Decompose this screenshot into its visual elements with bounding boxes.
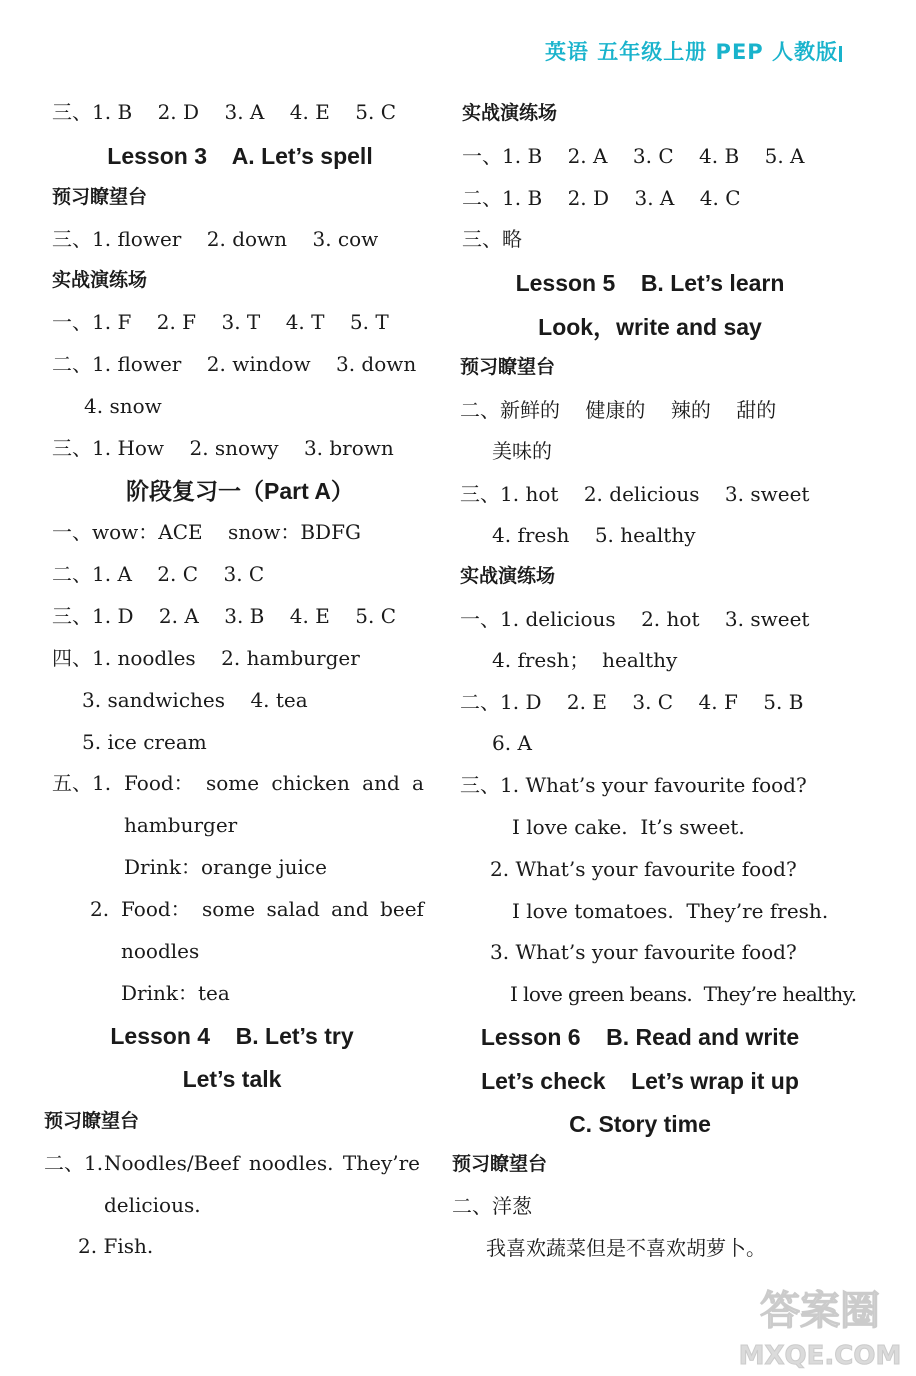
answer-line: 6. A bbox=[492, 731, 532, 755]
word: and bbox=[362, 771, 400, 795]
lesson-title: Lesson 3 A. Let’s spell bbox=[107, 143, 373, 169]
section-heading: 预习瞭望台 bbox=[460, 356, 556, 378]
header-accent-bar bbox=[839, 46, 842, 62]
answer-line: 4. fresh 5. healthy bbox=[492, 523, 696, 547]
answer-line: 二、1. flower 2. window 3. down bbox=[52, 352, 417, 376]
answer-line: 美味的 bbox=[492, 439, 552, 463]
answer-line: 三、略 bbox=[462, 227, 522, 251]
answer-line: 一、1. F 2. F 3. T 4. T 5. T bbox=[52, 310, 389, 334]
answer-line: 三、1. How 2. snowy 3. brown bbox=[52, 436, 394, 460]
answer-line: 一、1. B 2. A 3. C 4. B 5. A bbox=[462, 144, 805, 168]
answer-line: 3. sandwiches 4. tea bbox=[82, 688, 308, 712]
answer-line: 三、1. D 2. A 3. B 4. E 5. C bbox=[52, 604, 396, 628]
answer-line: Drink：orange juice bbox=[124, 855, 327, 879]
word: salad bbox=[266, 897, 320, 921]
word: and bbox=[331, 897, 369, 921]
answer-line: 2. Fish. bbox=[78, 1234, 154, 1258]
word: beef bbox=[380, 897, 424, 921]
section-heading: 预习瞭望台 bbox=[44, 1110, 140, 1132]
page-header: 英语 五年级上册 PEP 人教版 bbox=[544, 40, 838, 64]
lesson-subtitle: Let’s check Let’s wrap it up bbox=[481, 1068, 799, 1094]
answer-line: Drink：tea bbox=[121, 981, 230, 1005]
watermark-text-top: 答案圈 bbox=[760, 1288, 880, 1334]
answer-line: I love tomatoes. They’re fresh. bbox=[512, 899, 829, 923]
answer-line-label: 五、1. bbox=[52, 771, 112, 795]
word: a bbox=[412, 771, 424, 795]
word: Noodles/Beef bbox=[104, 1151, 240, 1175]
watermark-logo bbox=[730, 1280, 910, 1372]
answer-line: delicious. bbox=[104, 1193, 201, 1217]
section-heading: 实战演练场 bbox=[52, 269, 148, 291]
answer-line: 二、1. A 2. C 3. C bbox=[52, 562, 265, 586]
word: Food： bbox=[124, 771, 194, 795]
lesson-title: Lesson 4 B. Let’s try bbox=[110, 1023, 354, 1049]
section-heading: 预习瞭望台 bbox=[452, 1153, 548, 1175]
answer-line: 四、1. noodles 2. hamburger bbox=[52, 646, 360, 670]
answer-line-justified bbox=[104, 1153, 420, 1173]
answer-line: 三、1. What’s your favourite food? bbox=[460, 773, 807, 797]
answer-line: I love green beans. They’re healthy. bbox=[510, 982, 857, 1006]
answer-line: 二、1. D 2. E 3. C 4. F 5. B bbox=[460, 690, 804, 714]
word: some bbox=[202, 897, 256, 921]
answer-line: 2. What’s your favourite food? bbox=[490, 857, 797, 881]
section-heading: 实战演练场 bbox=[460, 565, 556, 587]
answer-line: I love cake. It’s sweet. bbox=[512, 815, 745, 839]
answer-line: 三、1. B 2. D 3. A 4. E 5. C bbox=[52, 100, 396, 124]
lesson-subtitle: C. Story time bbox=[569, 1111, 711, 1137]
word: noodles. bbox=[248, 1151, 334, 1175]
answer-line: hamburger bbox=[124, 813, 238, 837]
word: They’re bbox=[342, 1151, 420, 1175]
answer-line: 三、1. hot 2. delicious 3. sweet bbox=[460, 482, 810, 506]
answer-line: 二、1. B 2. D 3. A 4. C bbox=[462, 186, 741, 210]
lesson-subtitle: Let’s talk bbox=[182, 1066, 282, 1092]
word: Food： bbox=[121, 897, 191, 921]
answer-line: 三、1. flower 2. down 3. cow bbox=[52, 227, 379, 251]
answer-line: 4. fresh； healthy bbox=[492, 648, 678, 672]
lesson-title: Lesson 5 B. Let’s learn bbox=[515, 270, 785, 296]
answer-line: 5. ice cream bbox=[82, 730, 207, 754]
watermark-text-bottom: MXQE.COM bbox=[738, 1341, 902, 1371]
answer-line-label: 2. bbox=[90, 897, 110, 921]
answer-line: 3. What’s your favourite food? bbox=[490, 940, 797, 964]
answer-line: 一、wow：ACE snow：BDFG bbox=[52, 520, 361, 544]
answer-line: 二、新鲜的 健康的 辣的 甜的 bbox=[460, 398, 777, 422]
word: some bbox=[205, 771, 260, 795]
section-heading: 实战演练场 bbox=[462, 102, 558, 124]
answer-line-label: 二、1. bbox=[44, 1151, 104, 1175]
answer-line: 二、洋葱 bbox=[452, 1194, 532, 1218]
answer-line-justified bbox=[121, 899, 424, 919]
answer-line: noodles bbox=[121, 939, 200, 963]
word: chicken bbox=[271, 771, 350, 795]
answer-line: 一、1. delicious 2. hot 3. sweet bbox=[460, 607, 810, 631]
section-heading: 预习瞭望台 bbox=[52, 186, 148, 208]
answer-line: 4. snow bbox=[84, 394, 162, 418]
lesson-title: Lesson 6 B. Read and write bbox=[480, 1024, 800, 1050]
answer-line: 我喜欢蔬菜但是不喜欢胡萝卜。 bbox=[486, 1236, 766, 1260]
lesson-subtitle: Look，write and say bbox=[538, 314, 762, 340]
review-title: 阶段复习一（Part A） bbox=[126, 478, 354, 504]
answer-line-justified bbox=[124, 773, 424, 793]
